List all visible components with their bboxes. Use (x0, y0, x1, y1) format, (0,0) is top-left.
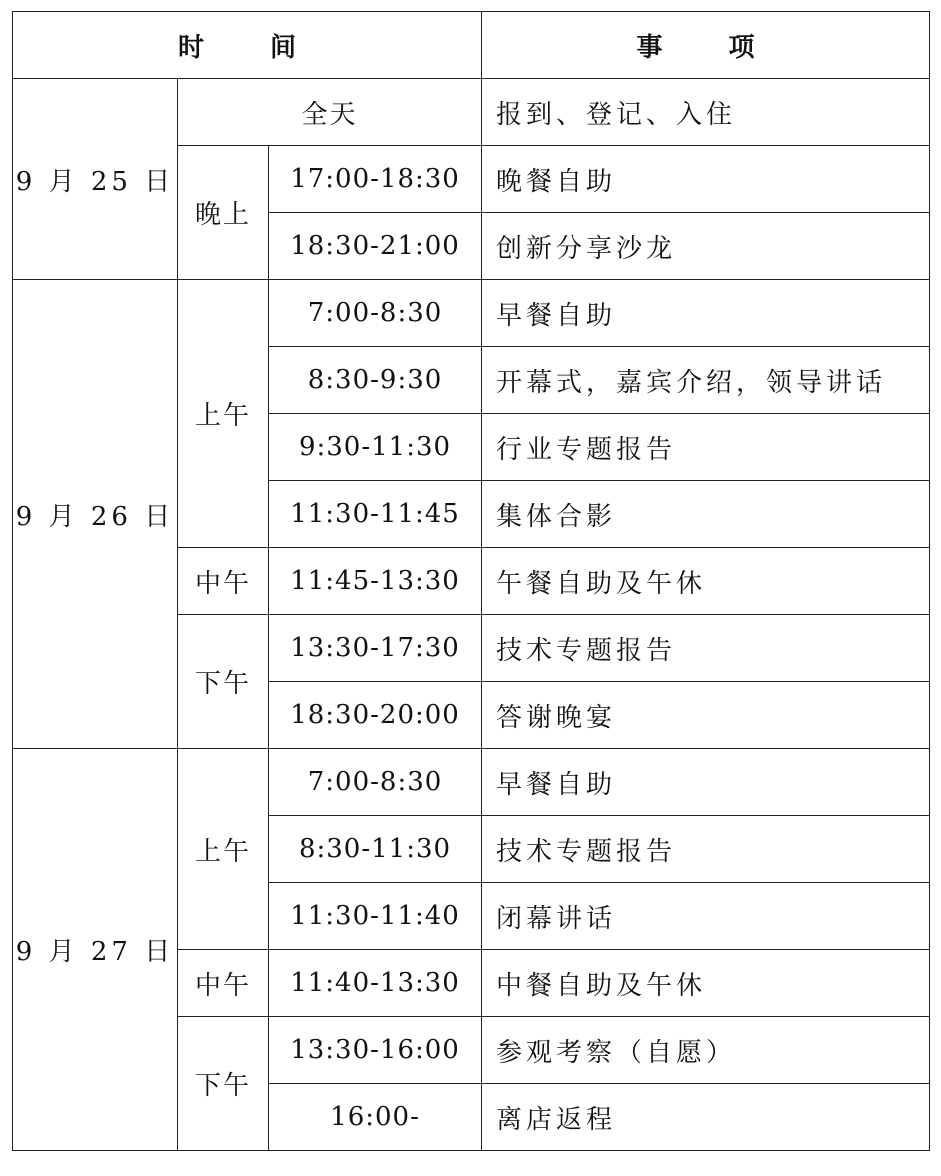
date-cell: 9 月 26 日 (13, 280, 178, 749)
date-cell: 9 月 27 日 (13, 749, 178, 1151)
period-cell: 中午 (178, 548, 269, 615)
time-cell: 13:30-16:00 (269, 1017, 482, 1084)
period-cell: 上午 (178, 280, 269, 548)
time-cell: 7:00-8:30 (269, 280, 482, 347)
item-cell: 技术专题报告 (482, 816, 930, 883)
item-cell: 午餐自助及午休 (482, 548, 930, 615)
time-cell: 11:30-11:45 (269, 481, 482, 548)
table-row (13, 79, 930, 146)
time-cell: 18:30-21:00 (269, 213, 482, 280)
date-cell: 9 月 25 日 (13, 79, 178, 280)
header-row (13, 12, 930, 79)
period-cell: 下午 (178, 615, 269, 749)
item-cell: 创新分享沙龙 (482, 213, 930, 280)
period-cell: 上午 (178, 749, 269, 950)
time-cell: 17:00-18:30 (269, 146, 482, 213)
item-cell: 答谢晚宴 (482, 682, 930, 749)
time-cell: 13:30-17:30 (269, 615, 482, 682)
time-cell: 7:00-8:30 (269, 749, 482, 816)
schedule-table (12, 11, 930, 1151)
header-item: 事 项 (482, 12, 930, 79)
time-cell: 11:45-13:30 (269, 548, 482, 615)
item-cell: 闭幕讲话 (482, 883, 930, 950)
item-cell: 晚餐自助 (482, 146, 930, 213)
table-row (13, 749, 930, 816)
item-cell: 集体合影 (482, 481, 930, 548)
time-cell: 8:30-11:30 (269, 816, 482, 883)
item-cell: 中餐自助及午休 (482, 950, 930, 1017)
item-cell: 参观考察（自愿） (482, 1017, 930, 1084)
header-time: 时 间 (13, 12, 482, 79)
item-cell: 离店返程 (482, 1084, 930, 1151)
item-cell: 行业专题报告 (482, 414, 930, 481)
time-cell: 11:30-11:40 (269, 883, 482, 950)
time-cell: 16:00- (269, 1084, 482, 1151)
period-cell: 晚上 (178, 146, 269, 280)
item-cell: 开幕式，嘉宾介绍，领导讲话 (482, 347, 930, 414)
table-row (13, 280, 930, 347)
item-cell: 技术专题报告 (482, 615, 930, 682)
time-cell: 9:30-11:30 (269, 414, 482, 481)
allday-cell: 全天 (178, 79, 482, 146)
time-cell: 8:30-9:30 (269, 347, 482, 414)
time-cell: 18:30-20:00 (269, 682, 482, 749)
time-cell: 11:40-13:30 (269, 950, 482, 1017)
period-cell: 中午 (178, 950, 269, 1017)
item-cell: 报到、登记、入住 (482, 79, 930, 146)
period-cell: 下午 (178, 1017, 269, 1151)
item-cell: 早餐自助 (482, 749, 930, 816)
item-cell: 早餐自助 (482, 280, 930, 347)
